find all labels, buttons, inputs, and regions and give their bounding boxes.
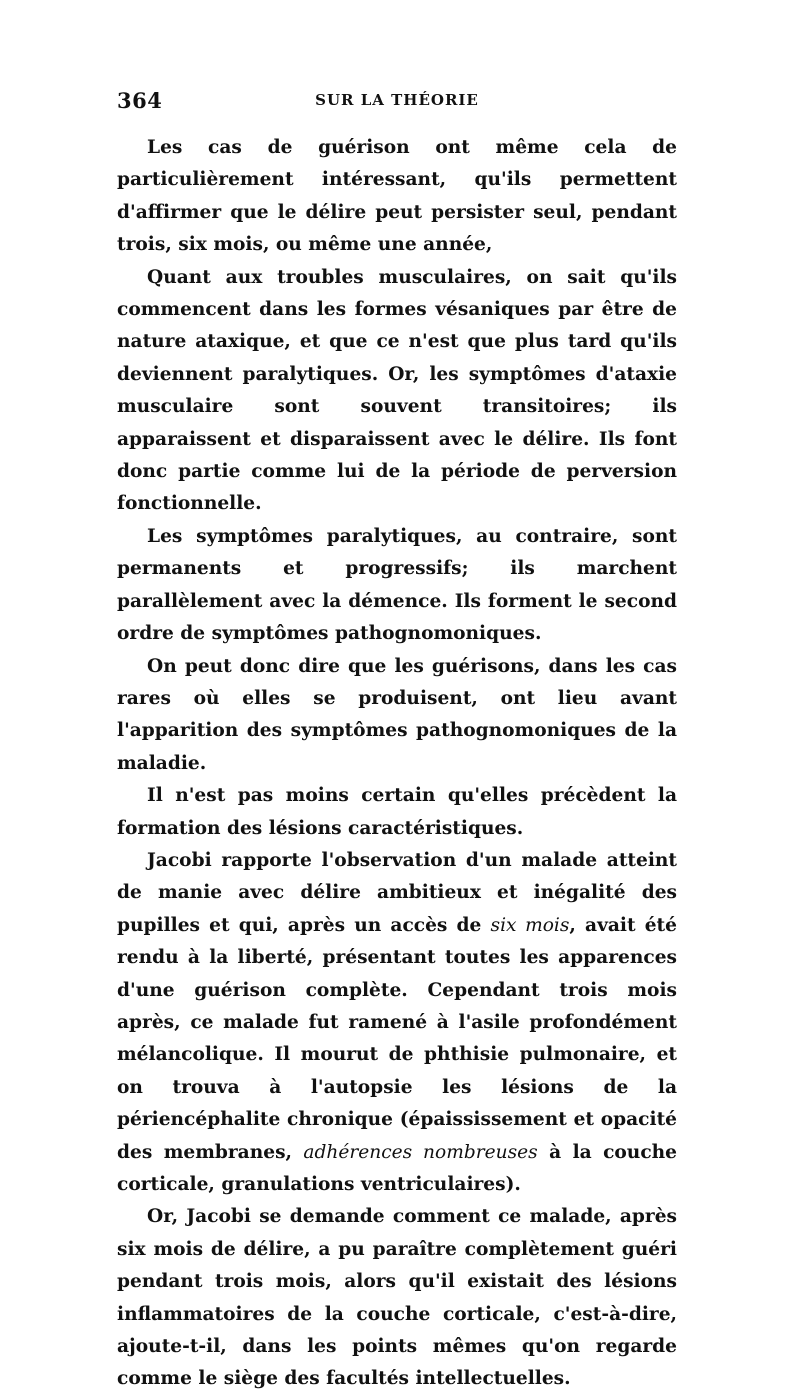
text-run: , avait été rendu à la liberté, présentant toutes les apparences d'une guérison complète. Cependant trois mois après, ce malade fut ramené à l'asile profondément mélancolique. Il mourut de phthisie pulmonaire, et on trouva à l'autopsie les lésions de la périencéphalite chronique (épaississement et opacité des membranes, xyxy=(117,914,677,1163)
paragraph-6 xyxy=(117,845,677,1201)
text-run: à la couche corticale, granulations ventriculaires). xyxy=(117,1141,677,1195)
italic-run: six mois xyxy=(490,914,570,936)
paragraph-5 xyxy=(117,780,677,845)
text-run: Or, Jacobi se demande comment ce malade, après six mois de délire, a pu paraître complètement guéri pendant trois mois, alors qu'il existait des lésions inflammatoires de la couche corticale, c'est-à-dire, ajoute-t-il, dans les points mêmes qu'on regarde comme le siège des facultés intellectuelles. xyxy=(117,1206,677,1390)
text-run: On peut donc dire que les guérisons, dans les cas rares où elles se produisent, ont lieu avant l'apparition des symptômes pathognomoniques de la maladie. xyxy=(117,655,677,774)
italic-run: adhérences nombreuses xyxy=(303,1141,538,1163)
body-text xyxy=(117,132,677,1396)
page-number: 364 xyxy=(117,88,163,113)
paragraph-4 xyxy=(117,651,677,781)
text-run: Les cas de guérison ont même cela de particulièrement intéressant, qu'ils permettent d'affirmer que le délire peut persister seul, pendant trois, six mois, ou même une année, xyxy=(117,137,677,256)
text-run: Il n'est pas moins certain qu'elles précèdent la formation des lésions caractéristiques. xyxy=(117,785,677,839)
paragraph-3 xyxy=(117,521,677,651)
running-head: SUR LA THÉORIE xyxy=(315,91,479,109)
book-page xyxy=(117,88,677,1396)
paragraph-2 xyxy=(117,262,677,521)
text-run: Les symptômes paralytiques, au contraire, sont permanents et progressifs; ils marchent parallèlement avec la démence. Ils forment le second ordre de symptômes pathognomoniques. xyxy=(117,525,677,645)
text-run: Quant aux troubles musculaires, on sait qu'ils commencent dans les formes vésaniques par être de nature ataxique, et que ce n'est que plus tard qu'ils deviennent paralytiques. Or, les symptômes d'ataxie musculaire sont souvent transitoires; ils apparaissent et disparaissent avec le délire. Ils font donc partie comme lui de la période de perversion fonctionnelle. xyxy=(117,266,677,515)
page-header xyxy=(117,88,677,118)
text-run: Jacobi rapporte l'observation d'un malade atteint de manie avec délire ambitieux et inégalité des pupilles et qui, après un accès de xyxy=(117,849,677,936)
paragraph-1 xyxy=(117,132,677,262)
paragraph-7 xyxy=(117,1201,677,1395)
